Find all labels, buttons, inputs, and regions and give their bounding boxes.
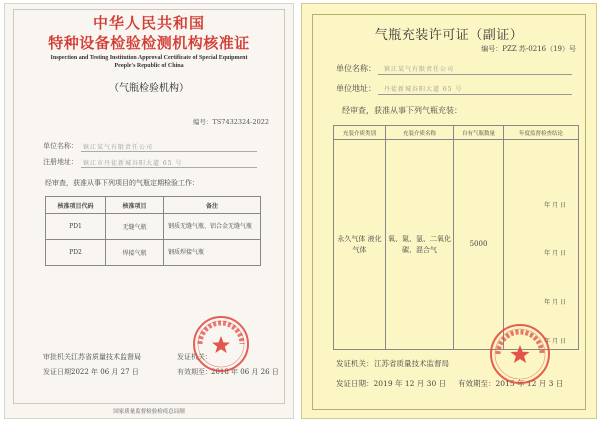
filling-license	[301, 3, 597, 419]
unit-name-underline	[81, 151, 257, 152]
inspection-date-1: 年 月 日	[544, 202, 566, 209]
inspection-date-3: 年 月 日	[544, 299, 566, 306]
cell-quantity: 5000	[454, 140, 504, 350]
inspection-date-4: 年 月 日	[544, 338, 566, 345]
official-seal-icon	[191, 314, 251, 374]
issuing-authority-label: 发证机关：	[336, 359, 374, 368]
unit-address-underline	[378, 94, 572, 95]
expiry-date: 有效期至：2015 年 12 月 3 日	[458, 379, 564, 388]
expiry-label: 有效期至：	[177, 368, 212, 376]
filling-table	[333, 125, 579, 350]
col-header-note: 备注	[164, 197, 261, 214]
col-header-medium: 充装介质名称	[386, 126, 454, 140]
unit-address-label: 单位地址：	[336, 84, 376, 93]
col-header-inspection: 年度监督检查结论	[504, 126, 579, 140]
unit-name-value: 镇江某气有限责任公司	[83, 144, 154, 151]
certificate-title-country: 中华人民共和国	[92, 14, 205, 32]
expiry-value: 2018 年 06 月 26 日	[211, 368, 279, 376]
col-header-code: 核准项目代码	[46, 197, 106, 214]
approval-authority-value: 江苏省质量技术监督局	[71, 353, 141, 361]
unit-name-underline	[378, 74, 572, 75]
address-label: 注册地址：	[43, 158, 78, 166]
table-row	[46, 240, 261, 266]
issue-date-label: 发证日期：	[43, 368, 78, 376]
cell-code: PD1	[46, 214, 106, 240]
issue-date: 发证日期：2019 年 12 月 30 日	[336, 379, 447, 388]
certificate-title: 特种设备检验检测机构核准证	[48, 34, 250, 52]
cell-item: 无缝气瓶	[106, 214, 164, 240]
table-header-row	[46, 197, 261, 214]
cell-medium: 氧、氮、氩、二氧化碳、混合气	[386, 140, 454, 350]
cell-note: 钢质无缝气瓶、铝合金无缝气瓶	[164, 214, 261, 240]
col-header-item: 核准项目	[106, 197, 164, 214]
license-intro: 经审查，获准从事下列气瓶充装：	[342, 106, 462, 115]
issuing-authority-value: 江苏省质量技术监督局	[374, 359, 449, 368]
unit-name-value: 镇江某气有限责任公司	[384, 66, 455, 73]
col-header-quantity: 自有气瓶数量	[454, 126, 504, 140]
license-number: 编号：PZZ 苏-0216（19）号	[481, 45, 576, 53]
table-row	[46, 214, 261, 240]
license-title: 气瓶充装许可证（副证）	[374, 28, 524, 43]
approval-table	[45, 196, 261, 266]
certificate-english-country: People's Republic of China	[114, 63, 184, 69]
col-header-category: 充装介质类别	[334, 126, 386, 140]
cell-note: 钢质焊接气瓶	[164, 240, 261, 266]
certificate-english-title: Inspection and Testing Institution Approval Certificate of Special Equipment	[50, 55, 248, 61]
unit-name-label: 单位名称：	[336, 64, 376, 73]
inspection-date-2: 年 月 日	[544, 250, 566, 257]
unit-name-label: 单位名称：	[43, 142, 78, 150]
cell-code: PD2	[46, 240, 106, 266]
issue-date-value: 2022 年 06 月 27 日	[71, 368, 139, 376]
cell-category: 永久气体 液化气体	[334, 140, 386, 350]
address-value: 镇江市丹徒新城谷阳大道 65 号	[83, 160, 183, 167]
official-seal-icon	[488, 322, 552, 386]
approval-certificate	[4, 3, 294, 419]
unit-address-value: 丹徒新城谷阳大道 65 号	[384, 86, 463, 93]
certificate-number: 编号：TS7432324-2022	[193, 118, 269, 126]
table-header-row	[334, 126, 579, 140]
address-underline	[81, 167, 257, 168]
approval-authority-label: 审批机关：	[43, 353, 78, 361]
issuing-dept-label: 发证机关：	[177, 353, 212, 361]
cell-item: 焊接气瓶	[106, 240, 164, 266]
cell-inspection	[504, 140, 579, 350]
certificate-subtitle: （气瓶检验机构）	[109, 83, 189, 94]
certificate-footer: 国家质量监督检验检疫总局制	[113, 409, 185, 415]
table-row	[334, 140, 579, 350]
approval-intro: 经审查，获准从事下列项目的气瓶定期检验工作：	[45, 179, 199, 187]
